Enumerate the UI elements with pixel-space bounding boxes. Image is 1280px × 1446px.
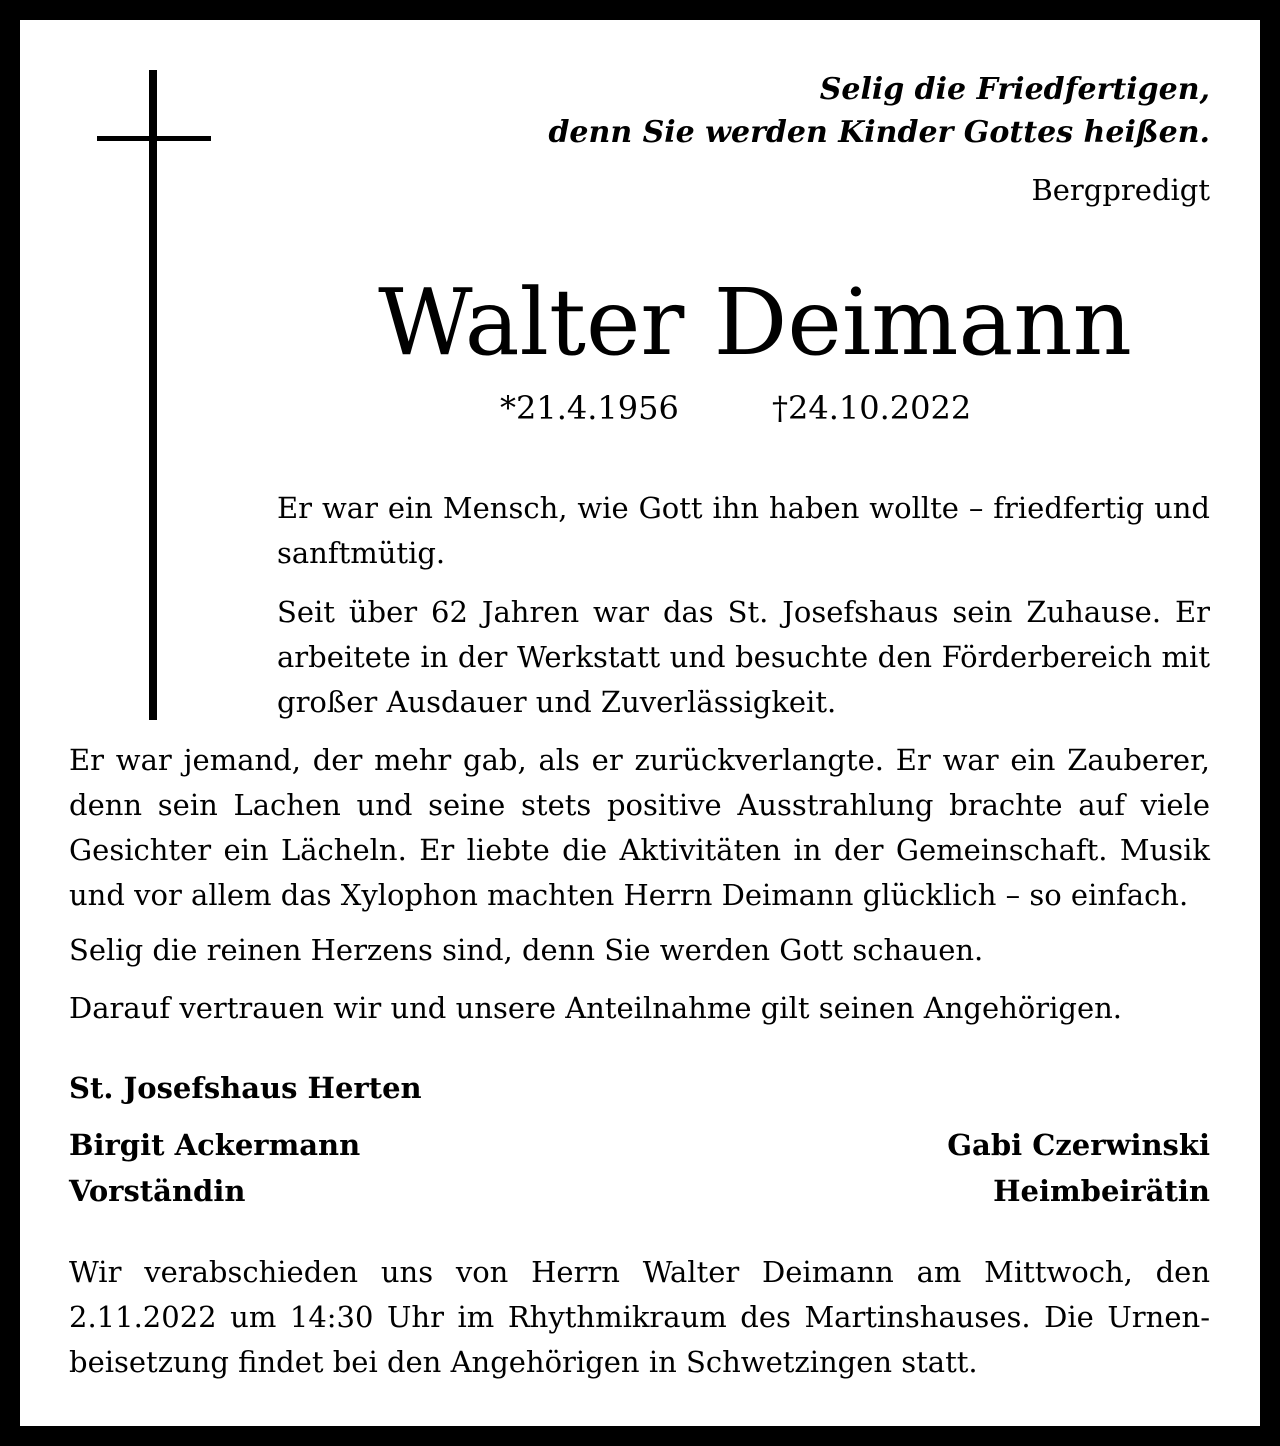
signature-left bbox=[69, 1122, 360, 1214]
farewell-paragraph: Wir verabschieden uns von Herrn Walter Deimann am Mittwoch, den 2.11.2022 um 14:30 Uhr im Rhythmikraum des Martinshauses. Die Urnenbeisetzung findet bei den Angehörigen in Schwetzingen statt. bbox=[69, 1255, 1210, 1379]
cross-icon bbox=[149, 70, 157, 720]
signatory-role-left: Vorständin bbox=[69, 1174, 246, 1208]
death-date: †24.10.2022 bbox=[772, 389, 972, 427]
birth-date: *21.4.1956 bbox=[500, 389, 679, 427]
signatory-name-right: Gabi Czerwinski bbox=[947, 1128, 1210, 1162]
motto-line-1: Selig die Friedfertigen, bbox=[819, 72, 1210, 107]
body-paragraph-5: Darauf vertrauen wir und unsere Anteilnahme gilt seinen Angehörigen. bbox=[69, 991, 1123, 1025]
signature-right bbox=[947, 1122, 1210, 1214]
body-paragraph-4: Selig die reinen Herzens sind, denn Sie werden Gott schauen. bbox=[69, 933, 984, 967]
body-paragraph-3: Er war jemand, der mehr gab, als er zurückverlangte. Er war ein Zauberer, denn sein Lachen und seine stets positive Ausstrahlung brachte auf viele Gesichter ein Lächeln. Er liebte die Aktivitäten in der Gemeinschaft. Musik und vor allem das Xylophon machten Herrn Deimann glücklich – so einfach. bbox=[69, 743, 1210, 912]
motto-line-2: denn Sie werden Kinder Gottes heißen. bbox=[548, 115, 1210, 150]
deceased-name: Walter Deimann bbox=[378, 269, 1132, 376]
body-paragraph-1: Er war ein Mensch, wie Gott ihn haben wollte – friedfertig und sanftmütig. bbox=[277, 491, 1210, 570]
obituary-notice bbox=[20, 20, 1260, 1426]
signatory-role-right: Heimbeirätin bbox=[993, 1174, 1210, 1208]
motto-source: Bergpredigt bbox=[1031, 173, 1210, 207]
body-paragraph-2: Seit über 62 Jahren war das St. Josefshaus sein Zuhause. Er arbeitete in der Werkstatt und besuchte den Förderbereich mit großer Ausdauer und Zuverlässigkeit. bbox=[277, 595, 1210, 719]
motto-quote bbox=[548, 68, 1210, 154]
cross-icon-crossbar bbox=[97, 136, 211, 141]
signatory-name-left: Birgit Ackermann bbox=[69, 1128, 361, 1162]
organization-name: St. Josefshaus Herten bbox=[69, 1071, 422, 1105]
